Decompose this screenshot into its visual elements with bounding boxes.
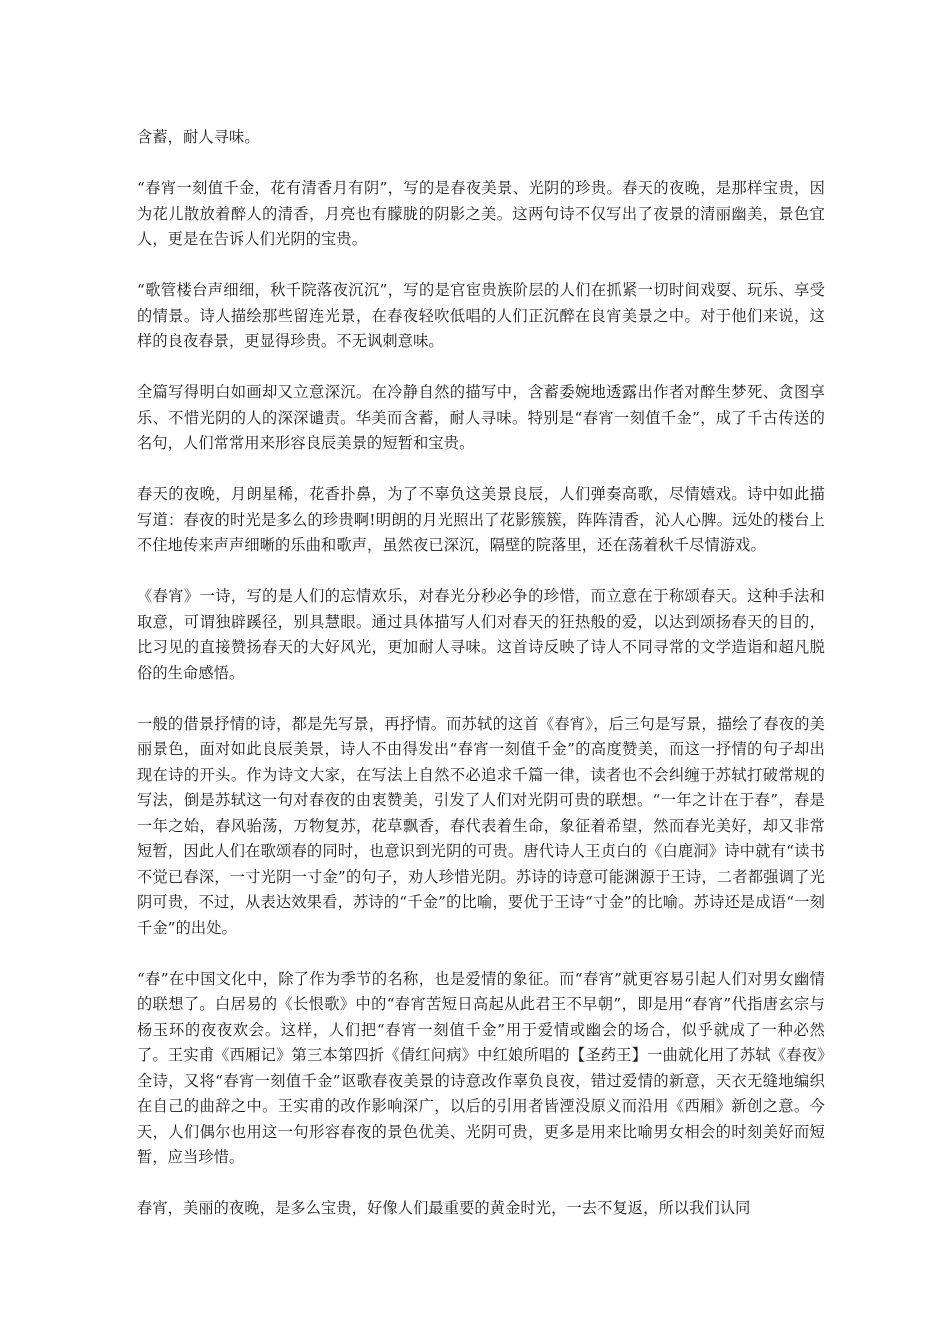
paragraph-2: “春宵一刻值千金，花有清香月有阴”，写的是春夜美景、光阴的珍贵。春天的夜晚，是那样宝贵，因为花儿散放着醉人的清香，月亮也有朦胧的阴影之美。这两句诗不仅写出了夜景的清丽幽美，景色宜人，更是在告诉人们光阴的宝贵。 (137, 179, 825, 248)
paragraph-4: 全篇写得明白如画却又立意深沉。在冷静自然的描写中，含蓄委婉地透露出作者对醉生梦死、贪图享乐、不惜光阴的人的深深谴责。华美而含蓄，耐人寻味。特别是“春宵一刻值千金”，成了千古传送的名句，人们常常用来形容良辰美景的短暂和宝贵。 (137, 383, 825, 452)
paragraph-3: “歌管楼台声细细，秋千院落夜沉沉”，写的是官宦贵族阶层的人们在抓紧一切时间戏耍、玩乐、享受的情景。诗人描绘那些留连光景，在春夜轻吹低唱的人们正沉醉在良宵美景之中。对于他们来说，这样的良夜春景，更显得珍贵。不无讽刺意味。 (137, 281, 825, 350)
paragraph-6: 《春宵》一诗，写的是人们的忘情欢乐，对春光分秒必争的珍惜，而立意在于称颂春天。这种手法和取意，可谓独辟蹊径，别具慧眼。通过具体描写人们对春天的狂热般的爱，以达到颂扬春天的目的，比习见的直接赞扬春天的大好风光，更加耐人寻味。这首诗反映了诗人不同寻常的文学造诣和超凡脱俗的生命感悟。 (137, 587, 825, 682)
article-body (137, 125, 825, 1247)
paragraph-9: 春宵，美丽的夜晚，是多么宝贵，好像人们最重要的黄金时光，一去不复返，所以我们认同 (137, 1199, 751, 1217)
paragraph-8: “春”在中国文化中，除了作为季节的名称，也是爱情的象征。而“春宵”就更容易引起人们对男女幽情的联想了。白居易的《长恨歌》中的“春宵苦短日高起从此君王不早朝”，即是用“春宵”代指唐玄宗与杨玉环的夜夜欢会。这样，人们把“春宵一刻值千金”用于爱情或幽会的场合，似乎就成了一种必然了。王实甫《西厢记》第三本第四折《倩红问病》中红娘所唱的【圣药王】一曲就化用了苏轼《春夜》全诗，又将“春宵一刻值千金”讴歌春夜美景的诗意改作辜负良夜，错过爱情的新意，天衣无缝地编织在自己的曲辞之中。王实甫的改作影响深广，以后的引用者皆湮没原义而沿用《西厢》新创之意。今天，人们偶尔也用这一句形容春夜的景色优美、光阴可贵，更多是用来比喻男女相会的时刻美好而短暂，应当珍惜。 (137, 969, 825, 1166)
paragraph-5: 春天的夜晚，月朗星稀，花香扑鼻，为了不辜负这美景良辰，人们弹奏高歌，尽情嬉戏。诗中如此描写道：春夜的时光是多么的珍贵啊!明朗的月光照出了花影簇簇，阵阵清香，沁人心脾。远处的楼台上不住地传来声声细晰的乐曲和歌声，虽然夜已深沉，隔壁的院落里，还在荡着秋千尽情游戏。 (137, 485, 825, 554)
paragraph-1: 含蓄，耐人寻味。 (137, 128, 260, 146)
paragraph-7: 一般的借景抒情的诗，都是先写景，再抒情。而苏轼的这首《春宵》，后三句是写景，描绘了春夜的美丽景色，面对如此良辰美景，诗人不由得发出“春宵一刻值千金”的高度赞美，而这一抒情的句子却出现在诗的开头。作为诗文大家，在写法上自然不必追求千篇一律，读者也不会纠缠于苏轼打破常规的写法，倒是苏轼这一句对春夜的由衷赞美，引发了人们对光阴可贵的联想。“一年之计在于春”，春是一年之始，春风骀荡，万物复苏，花草飘香，春代表着生命，象征着希望，然而春光美好，却又非常短暂，因此人们在歌颂春的同时，也意识到光阴的可贵。唐代诗人王贞白的《白鹿洞》诗中就有“读书不觉已春深，一寸光阴一寸金”的句子，劝人珍惜光阴。苏诗的诗意可能渊源于王诗，二者都强调了光阴可贵，不过，从表达效果看，苏诗的“千金”的比喻，要优于王诗“寸金”的比喻。苏诗还是成语“一刻千金”的出处。 (137, 714, 825, 937)
